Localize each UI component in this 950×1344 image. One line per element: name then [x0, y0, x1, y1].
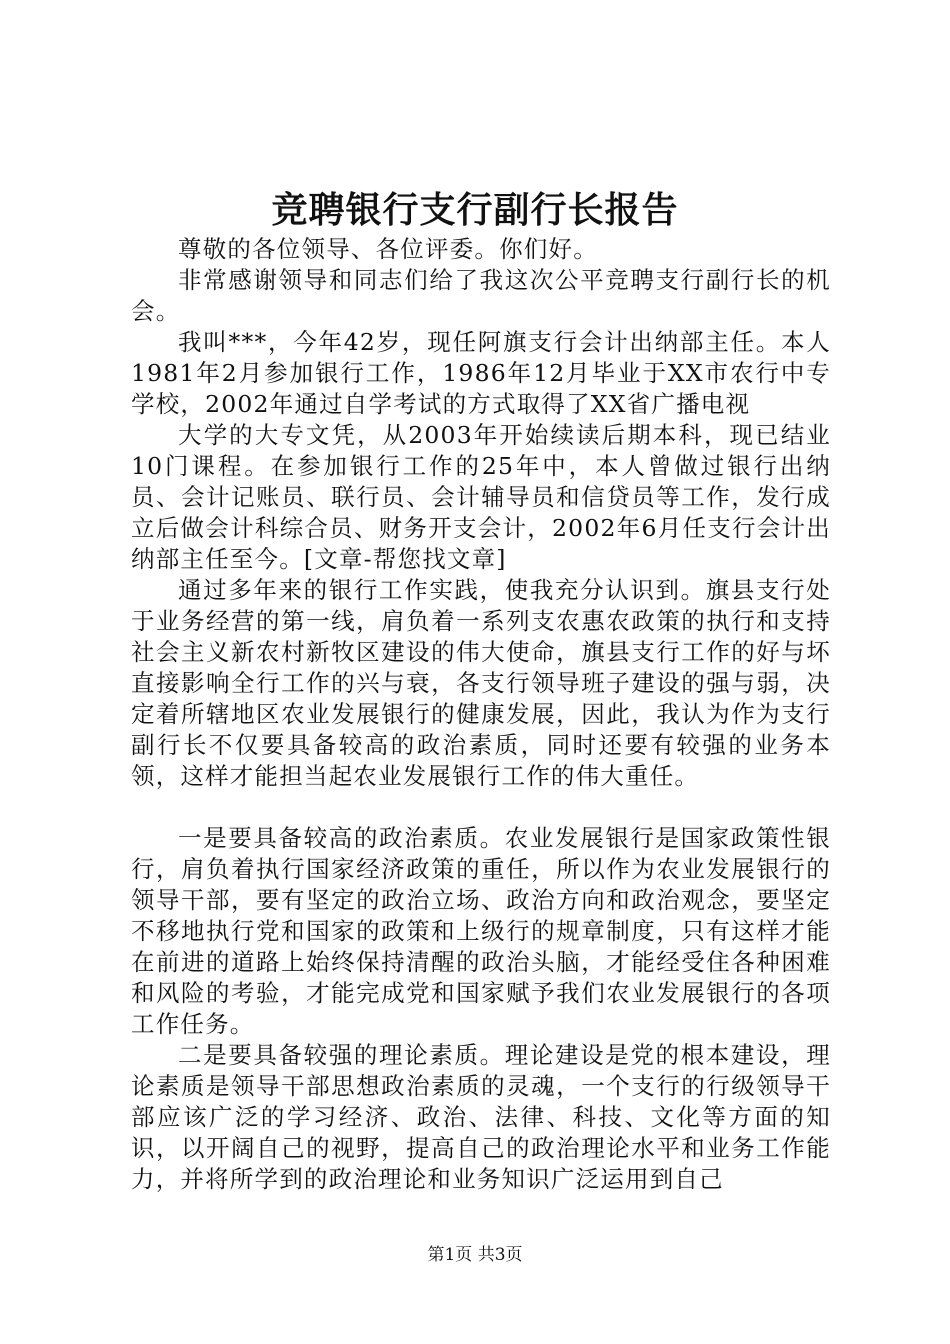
document-title: 竞聘银行支行副行长报告	[271, 189, 679, 231]
paragraph-greeting: 尊敬的各位领导、各位评委。你们好。	[178, 235, 598, 263]
paragraph-understanding: 通过多年来的银行工作实践，使我充分认识到。旗县支行处于业务经营的第一线，肩负着一系列支农惠农政策的执行和支持社会主义新农村新牧区建设的伟大使命，旗县支行工作的好与坏直接影响全行工作的兴与衰，各支行领导班子建设的强与弱，决定着所辖地区农业发展银行的健康发展，因此，我认为作为支行副行长不仅要具备较高的政治素质，同时还要有较强的业务本领，这样才能担当起农业发展银行工作的伟大重任。	[131, 576, 831, 790]
paragraph-self-intro: 我叫***，今年42岁，现任阿旗支行会计出纳部主任。本人1981年2月参加银行工作，1986年12月毕业于XX市农行中专学校，2002年通过自学考试的方式取得了XX省广播电视	[131, 328, 831, 418]
page-footer: 第1页 共3页	[427, 1245, 523, 1265]
paragraph-point-two: 二是要具备较强的理论素质。理论建设是党的根本建设，理论素质是领导干部思想政治素质的灵魂，一个支行的行级领导干部应该广泛的学习经济、政治、法律、科技、文化等方面的知识，以开阔自己的视野，提高自己的政治理论水平和业务工作能力，并将所学到的政治理论和业务知识广泛运用到自己	[131, 1041, 831, 1193]
document-body	[131, 234, 831, 1195]
paragraph-thanks: 非常感谢领导和同志们给了我这次公平竞聘支行副行长的机会。	[131, 266, 831, 325]
paragraph-point-one: 一是要具备较高的政治素质。农业发展银行是国家政策性银行，肩负着执行国家经济政策的重任，所以作为农业发展银行的领导干部，要有坚定的政治立场、政治方向和政治观念，要坚定不移地执行党和国家的政策和上级行的规章制度，只有这样才能在前进的道路上始终保持清醒的政治头脑，才能经受住各种困难和风险的考验，才能完成党和国家赋予我们农业发展银行的各项工作任务。	[131, 824, 831, 1038]
paragraph-education: 大学的大专文凭，从2003年开始续读后期本科，现已结业10门课程。在参加银行工作的25年中，本人曾做过银行出纳员、会计记账员、联行员、会计辅导员和信贷员等工作，发行成立后做会计科综合员、财务开支会计，2002年6月任支行会计出纳部主任至今。[文章-帮您找文章]	[131, 421, 831, 573]
